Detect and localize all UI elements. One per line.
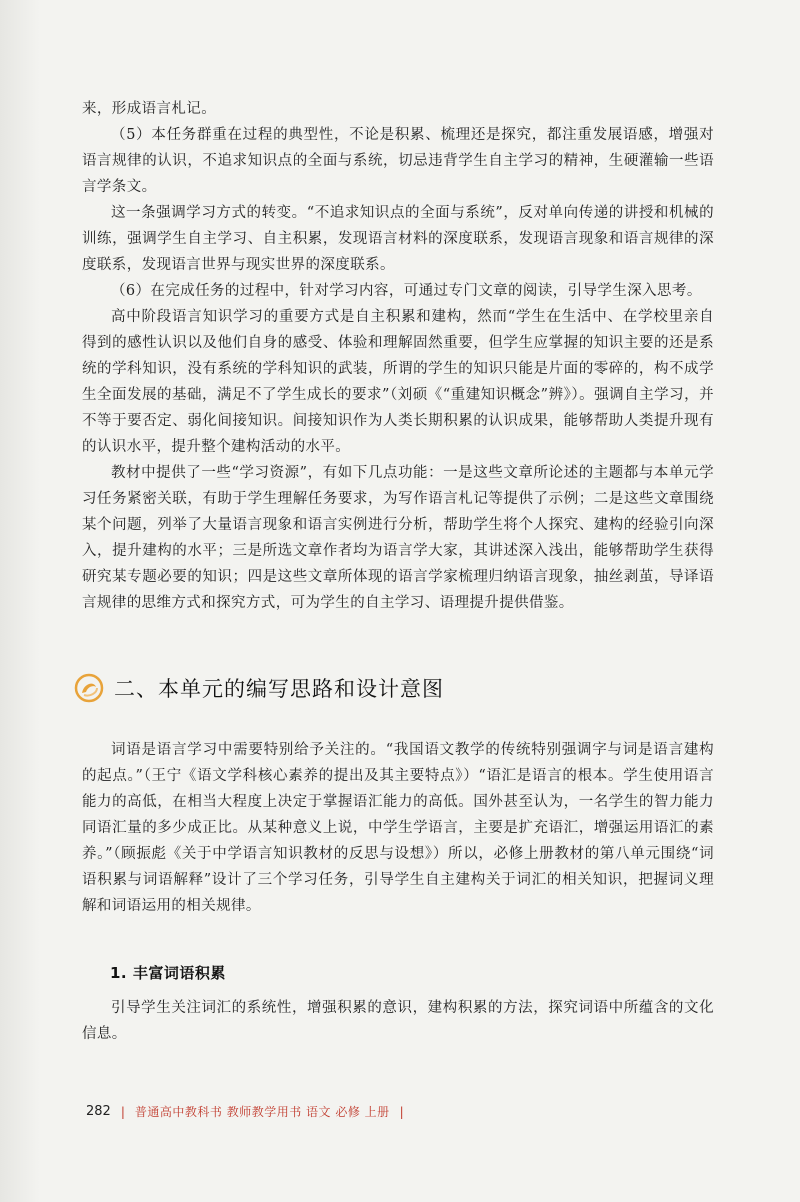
footer-separator-right: | bbox=[399, 1104, 404, 1119]
page-number: 282 bbox=[86, 1104, 111, 1119]
paragraph-continuation: 来，形成语言札记。 bbox=[82, 101, 217, 117]
section-heading bbox=[74, 673, 444, 703]
mid-text-block bbox=[82, 737, 714, 919]
paragraph-item-5: （5）本任务群重在过程的典型性，不论是积累、梳理还是探究，都注重发展语感，增强对语言规律的认识，不追求知识点的全面与系统，切忌违背学生自主学习的精神，生硬灌输一些语言学条文。 bbox=[82, 127, 714, 195]
paragraph-learning-resources: 教材中提供了一些“学习资源”，有如下几点功能：一是这些文章所论述的主题都与本单元学习任务紧密关联，有助于学生理解任务要求，为写作语言札记等提供了示例；二是这些文章围绕某个问题，列举了大量语言现象和语言实例进行分析，帮助学生将个人探究、建构的经验引向深入，提升建构的水平；三是所选文章作者均为语言学大家，其讲述深入浅出，能够帮助学生获得研究某专题必要的知识；四是这些文章所体现的语言学家梳理归纳语言现象，抽丝剥茧，导译语言规律的思维方式和探究方式，可为学生的自主学习、语理提升提供借鉴。 bbox=[82, 465, 714, 611]
page-footer bbox=[86, 1103, 404, 1120]
swirl-section-icon bbox=[74, 673, 104, 703]
footer-separator-left: | bbox=[120, 1104, 125, 1119]
top-text-block bbox=[82, 96, 714, 616]
bottom-text-block bbox=[82, 995, 714, 1047]
section-title: 二、本单元的编写思路和设计意图 bbox=[114, 677, 444, 701]
subsection-title: 1. 丰富词语积累 bbox=[110, 964, 226, 982]
paragraph-item-6: （6）在完成任务的过程中，针对学习内容，可通过专门文章的阅读，引导学生深入思考。 bbox=[111, 283, 702, 299]
paragraph-vocabulary-intro: 词语是语言学习中需要特别给予关注的。“我国语文教学的传统特别强调字与词是语言建构的起点。”（王宁《语文学科核心素养的提出及其主要特点》）“语汇是语言的根本。学生使用语言能力的高低，在相当大程度上决定于掌握语汇能力的高低。国外甚至认为，一名学生的智力能力同语汇量的多少成正比。从某种意义上说，中学生学语言，主要是扩充语汇，增强运用语汇的素养。”（顾振彪《关于中学语言知识教材的反思与设想》）所以，必修上册教材的第八单元围绕“词语积累与词语解释”设计了三个学习任务，引导学生自主建构关于词汇的相关知识，把握词义理解和词语运用的相关规律。 bbox=[82, 742, 714, 914]
paragraph-item-5-explanation: 这一条强调学习方式的转变。“不追求知识点的全面与系统”，反对单向传递的讲授和机械的训练，强调学生自主学习、自主积累，发现语言材料的深度联系，发现语言现象和语言规律的深度联系，发现语言世界与现实世界的深度联系。 bbox=[82, 205, 714, 273]
paragraph-item-6-explanation: 高中阶段语言知识学习的重要方式是自主积累和建构，然而“学生在生活中、在学校里亲自得到的感性认识以及他们自身的感受、体验和理解固然重要，但学生应掌握的知识主要的还是系统的学科知识，没有系统的学科知识的武装，所谓的学生的知识只能是片面的零碎的，构不成学生全面发展的基础，满足不了学生成长的要求”（刘硕《“重建知识概念”辨》）。强调自主学习，并不等于要否定、弱化间接知识。间接知识作为人类长期积累的认识成果，能够帮助人类提升现有的认识水平，提升整个建构活动的水平。 bbox=[82, 309, 714, 455]
paragraph-vocabulary-accumulation: 引导学生关注词汇的系统性，增强积累的意识，建构积累的方法，探究词语中所蕴含的文化信息。 bbox=[82, 1000, 714, 1042]
footer-book-title: 普通高中教科书 教师教学用书 语文 必修 上册 bbox=[134, 1105, 390, 1119]
